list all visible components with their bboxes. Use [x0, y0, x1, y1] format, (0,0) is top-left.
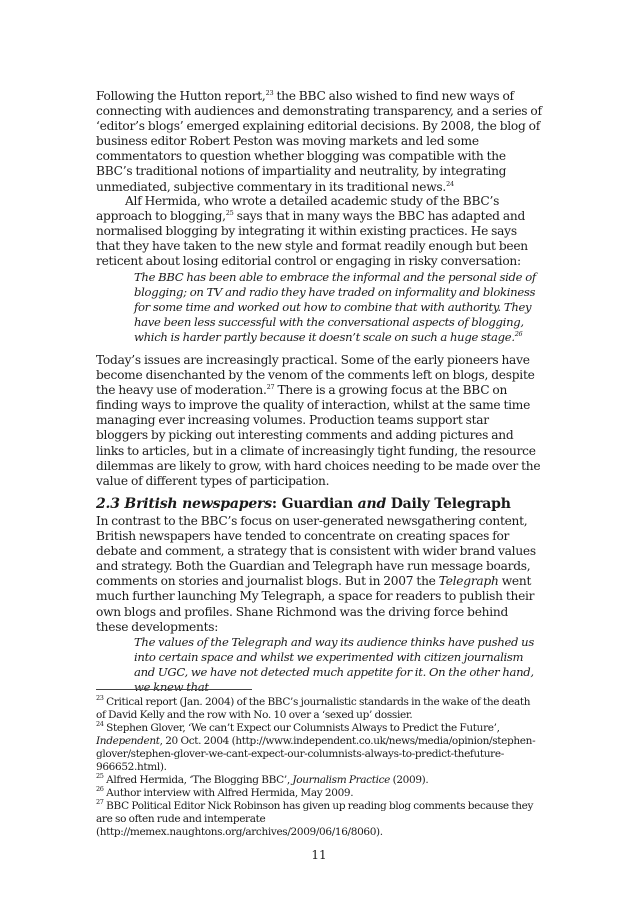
- quote-text: The values of the Telegraph and way its audience thinks have pushed us into certain space and whilst we experimented with citizen journalism and UGC, we have not detected much appetite for it. On the other hand, we knew that: [134, 635, 534, 695]
- footnote-26: [96, 787, 542, 800]
- footnote-text: Author interview with Alfred Hermida, May 2009.: [106, 787, 354, 799]
- footnote-text: Critical report (Jan. 2004) of the BBC’s journalistic standards in the wake of the death of David Kelly and the row with No. 10 over a ‘sexed up’ dossier.: [96, 696, 531, 721]
- page-number: 11: [311, 848, 327, 862]
- footnote-ref-24[interactable]: 24: [446, 179, 454, 188]
- heading-colon: :: [271, 496, 282, 512]
- footnote-italic: Independent: [96, 735, 160, 747]
- heading-guardian: Guardian: [281, 496, 353, 512]
- footnote-number: 26: [96, 785, 104, 793]
- paragraph-text: In contrast to the BBC’s focus on user-generated newsgathering content, British newspapers have tended to concentrate on creating spaces for debate and comment, a strategy that is consistent with wider brand values and strategy. Both the Guardian and Telegraph have run message boards, comments on stories and journalist blogs. But in 2007 the: [96, 514, 536, 589]
- footnote-text: Alfred Hermida, ‘The Blogging BBC’,: [106, 774, 293, 786]
- footnote-italic: Journalism Practice: [292, 774, 390, 786]
- paragraph-text: Today’s issues are increasingly practical. Some of the early pioneers have become disenchanted by the venom of the comments left on blogs, despite the heavy use of moderation.: [96, 353, 535, 398]
- paragraph-text: went much further launching My Telegraph, a space for readers to publish their own blogs and profiles. Shane Richmond was the driving force behind these developments:: [96, 574, 535, 634]
- footnote-ref-27[interactable]: 27: [266, 383, 275, 392]
- paragraph-practical-issues: [96, 353, 542, 489]
- footnote-24: [96, 722, 542, 774]
- block-quote-richmond: [134, 635, 540, 695]
- footnote-23: [96, 696, 542, 722]
- heading-and: and: [352, 496, 391, 512]
- paragraph-text: the BBC also wished to find new ways of connecting with audiences and demonstrating transparency, and a series of ‘editor’s blogs’ emerged explaining editorial decisions. By 2008, the blog of business editor Robert Peston was moving markets and led some commentators to question whether blogging was compatible with the BBC’s traditional notions of impartiality and neutrality, by integrating unmediated, subjective commentary in its traditional news.: [96, 89, 542, 194]
- footnote-number: 23: [96, 694, 104, 702]
- paragraph-hutton-report: [96, 89, 542, 195]
- footnote-text: Stephen Glover, ‘We can’t Expect our Columnists Always to Predict the Future’,: [106, 722, 500, 734]
- footnote-number: 25: [96, 772, 104, 780]
- footnote-ref-26[interactable]: 26: [514, 330, 523, 339]
- section-heading: [96, 496, 542, 513]
- footnote-text: (2009).: [390, 774, 429, 786]
- footnote-27: [96, 800, 542, 839]
- heading-number: 2.3 British newspapers: [96, 496, 272, 512]
- paragraph-text: Following the Hutton report,: [96, 89, 266, 103]
- footnote-separator: [96, 689, 252, 690]
- footnote-number: 27: [96, 798, 104, 806]
- telegraph-italic: Telegraph: [438, 574, 499, 589]
- paragraph-hermida: [96, 194, 542, 269]
- footnote-ref-25[interactable]: 25: [225, 209, 234, 218]
- block-quote-hermida: [134, 270, 540, 345]
- footnote-text: BBC Political Editor Nick Robinson has given up reading blog comments because they are so often rude and intemperate (http://memex.naughtons.org/archives/2009/06/16/8060).: [96, 800, 534, 838]
- footnote-number: 24: [96, 720, 104, 728]
- footnote-text: , 20 Oct. 2004 (http://www.independent.co.uk/news/media/opinion/stephen-glover/stephen-glover-we-cant-expect-our-columnists-always-to-predict-thefuture-966652.html).: [96, 735, 536, 773]
- paragraph-text: says that in many ways the BBC has adapted and normalised blogging by integrating it within existing practices. He says that they have taken to the new style and format readily enough but been reticent about losing editorial control or engaging in risky conversation:: [96, 209, 528, 269]
- footnote-ref-23[interactable]: 23: [265, 89, 274, 97]
- paragraph-text: Alf Hermida, who wrote a detailed academic study of the BBC’s approach to blogging,: [96, 194, 500, 224]
- quote-text: The BBC has been able to embrace the informal and the personal side of blogging; on TV and radio they have traded on informality and blokiness for some time and worked out how to combine that with authority. They have been less successful with the conversational aspects of blogging, which is harder partly because it doesn’t scale on such a huge stage.: [134, 270, 536, 345]
- paragraph-text: There is a growing focus at the BBC on finding ways to improve the quality of interaction, whilst at the same time managing ever increasing volumes. Production teams support star bloggers by picking out interesting comments and adding pictures and links to articles, but in a climate of increasingly tight funding, the resource dilemmas are likely to grow, with hard choices needing to be made over the value of different types of participation.: [96, 383, 541, 488]
- paragraph-british-newspapers: [96, 514, 542, 635]
- footnote-25: [96, 774, 542, 787]
- heading-telegraph: Daily Telegraph: [390, 496, 511, 512]
